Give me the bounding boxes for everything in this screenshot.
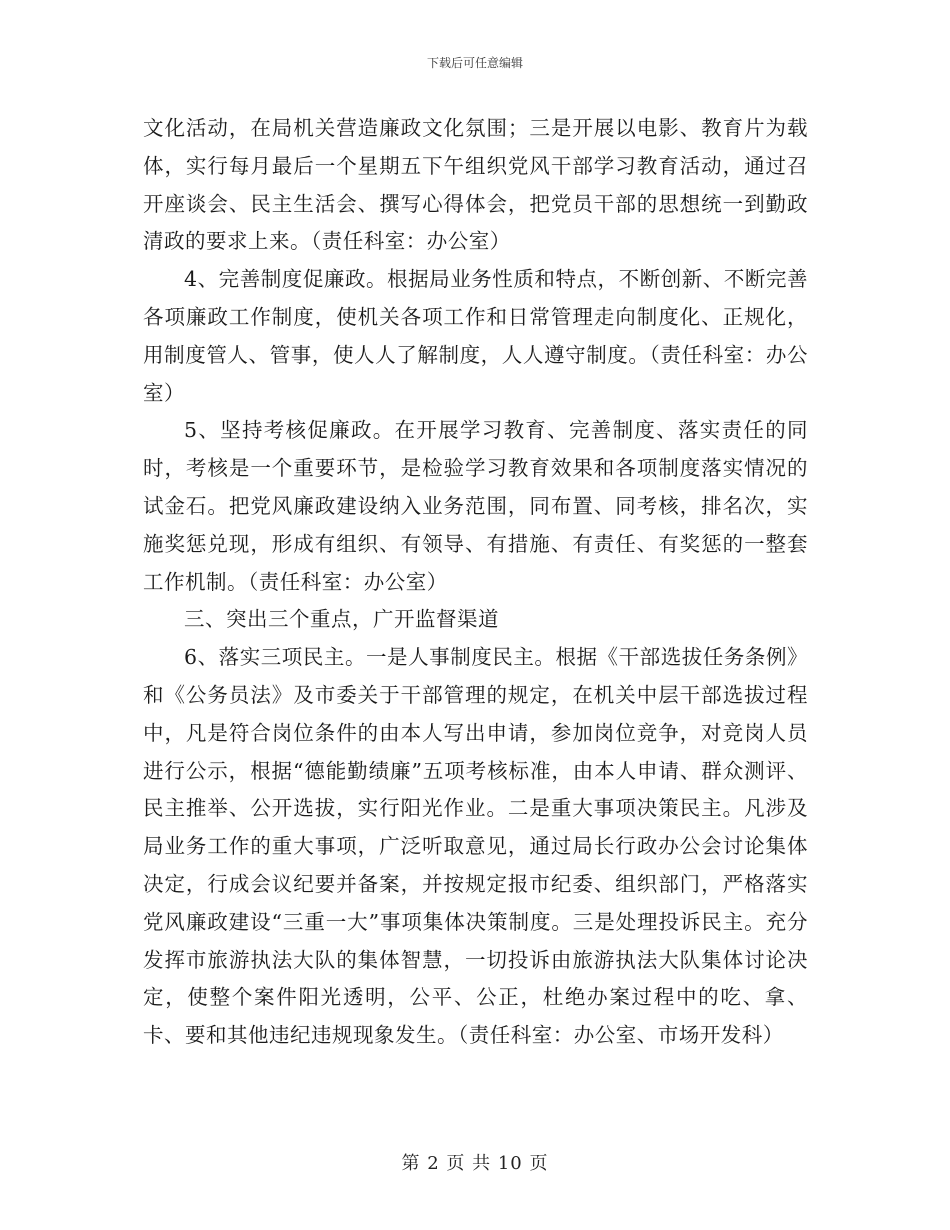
paragraph-item-4: 4、完善制度促廉政。根据局业务性质和特点，不断创新、不断完善各项廉政工作制度，使机关各项工作和日常管理走向制度化、正规化，用制度管人、管事，使人人了解制度，人人遵守制度。（责任科室：办公室） bbox=[143, 267, 808, 405]
page-header: 下载后可任意编辑 bbox=[426, 56, 523, 70]
page-footer: 第 2 页 共 10 页 bbox=[401, 1153, 549, 1174]
paragraph-item-5: 5、坚持考核促廉政。在开展学习教育、完善制度、落实责任的同时，考核是一个重要环节，是检验学习教育效果和各项制度落实情况的试金石。把党风廉政建设纳入业务范围，同布置、同考核，排名次，实施奖惩兑现，形成有组织、有领导、有措施、有责任、有奖惩的一整套工作机制。（责任科室：办公室） bbox=[143, 418, 808, 594]
paragraph-item-6: 6、落实三项民主。一是人事制度民主。根据《干部选拔任务条例》和《公务员法》及市委关于干部管理的规定，在机关中层干部选拔过程中，凡是符合岗位条件的由本人写出申请，参加岗位竞争，对竞岗人员进行公示，根据“德能勤绩廉”五项考核标准，由本人申请、群众测评、民主推举、公开选拔，实行阳光作业。二是重大事项决策民主。凡涉及局业务工作的重大事项，广泛听取意见，通过局长行政办公会讨论集体决定，行成会议纪要并备案，并按规定报市纪委、组织部门，严格落实党风廉政建设“三重一大”事项集体决策制度。三是处理投诉民主。充分发挥市旅游执法大队的集体智慧，一切投诉由旅游执法大队集体讨论决定，使整个案件阳光透明，公平、公正，杜绝办案过程中的吃、拿、卡、要和其他违纪违规现象发生。（责任科室：办公室、市场开发科） bbox=[143, 645, 808, 1048]
document-body bbox=[143, 110, 808, 1055]
section-heading-3: 三、突出三个重点，广开监督渠道 bbox=[184, 607, 499, 632]
paragraph-continuation: 文化活动，在局机关营造廉政文化氛围；三是开展以电影、教育片为载体，实行每月最后一个星期五下午组织党风干部学习教育活动，通过召开座谈会、民主生活会、撰写心得体会，把党员干部的思想统一到勤政清政的要求上来。（责任科室：办公室） bbox=[143, 116, 808, 254]
